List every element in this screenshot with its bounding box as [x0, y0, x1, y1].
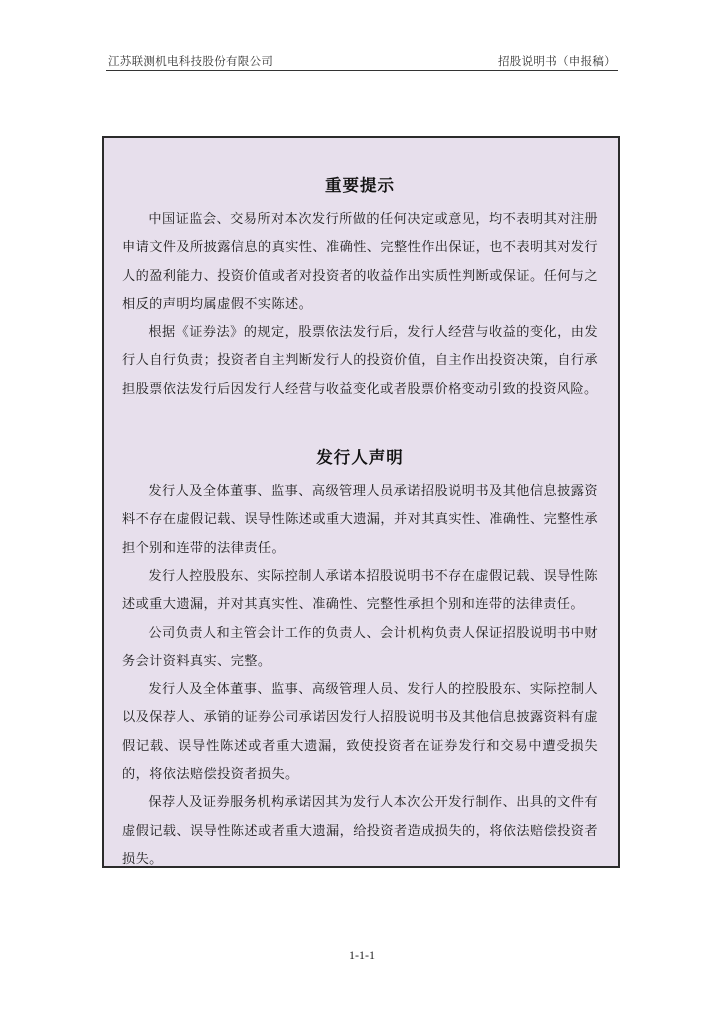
notice-box — [102, 136, 620, 868]
declaration-paragraph-3: 公司负责人和主管会计工作的负责人、会计机构负责人保证招股说明书中财务会计资料真实、完整。 — [122, 625, 598, 669]
declaration-paragraph-2: 发行人控股股东、实际控制人承诺本招股说明书不存在虚假记载、误导性陈述或重大遗漏，并对其真实性、准确性、完整性承担个别和连带的法律责任。 — [122, 568, 598, 613]
important-paragraph-1: 中国证监会、交易所对本次发行所做的任何决定或意见，均不表明其对注册申请文件及所披露信息的真实性、准确性、完整性作出保证，也不表明其对发行人的盈利能力、投资价值或者对投资者的收益作出实质性判断或保证。任何与之相反的声明均属虚假不实陈述。 — [122, 212, 598, 312]
page-number: 1-1-1 — [349, 948, 375, 962]
important-notice-title: 重要提示 — [325, 176, 395, 195]
important-paragraph-2: 根据《证券法》的规定，股票依法发行后，发行人经营与收益的变化，由发行人自行负责；投资者自主判断发行人的投资价值，自主作出投资决策，自行承担股票依法发行后因发行人经营与收益变化或者股票价格变动引致的投资风险。 — [122, 325, 598, 397]
declaration-paragraph-5: 保荐人及证券服务机构承诺因其为发行人本次公开发行制作、出具的文件有虚假记载、误导性陈述或者重大遗漏，给投资者造成损失的，将依法赔偿投资者损失。 — [122, 795, 598, 867]
declaration-paragraph-4: 发行人及全体董事、监事、高级管理人员、发行人的控股股东、实际控制人以及保荐人、承销的证券公司承诺因发行人招股说明书及其他信息披露资料有虚假记载、误导性陈述或者重大遗漏，致使投资者在证券发行和交易中遭受损失的，将依法赔偿投资者损失。 — [122, 682, 598, 783]
company-name: 江苏联测机电科技股份有限公司 — [108, 54, 274, 68]
issuer-declaration-title: 发行人声明 — [316, 448, 404, 468]
page-header — [106, 52, 618, 71]
document-title: 招股说明书（申报稿） — [498, 54, 616, 68]
declaration-paragraph-1: 发行人及全体董事、监事、高级管理人员承诺招股说明书及其他信息披露资料不存在虚假记载、误导性陈述或重大遗漏，并对其真实性、准确性、完整性承担个别和连带的法律责任。 — [122, 484, 598, 556]
